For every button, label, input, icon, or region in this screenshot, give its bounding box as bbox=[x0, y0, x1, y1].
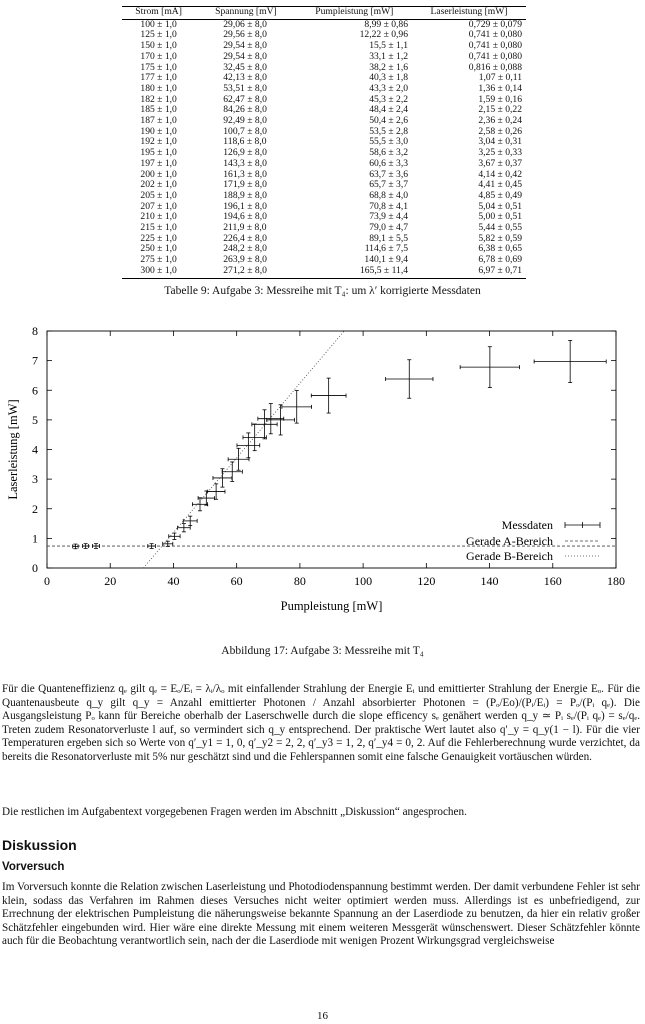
table-cell: 126,9 ± 8,0 bbox=[223, 147, 267, 159]
table-cell: 2,36 ± 0,24 bbox=[478, 115, 522, 127]
table-cell: 202 ± 1,0 bbox=[140, 179, 177, 191]
table-cell: 0,741 ± 0,080 bbox=[468, 40, 522, 52]
x-tick-label: 180 bbox=[607, 574, 625, 588]
table-row bbox=[122, 52, 526, 63]
table-row bbox=[122, 84, 526, 95]
table-cell: 150 ± 1,0 bbox=[140, 40, 177, 52]
table-cell: 53,5 ± 2,8 bbox=[369, 125, 409, 137]
table-row bbox=[122, 148, 526, 159]
table-cell: 190 ± 1,0 bbox=[140, 125, 177, 137]
table-cell: 195 ± 1,0 bbox=[140, 147, 177, 159]
table-cell: 29,06 ± 8,0 bbox=[223, 18, 267, 30]
table-cell: 5,04 ± 0,51 bbox=[478, 200, 522, 212]
table-cell: 118,6 ± 8,0 bbox=[223, 136, 267, 148]
table-cell: 248,2 ± 8,0 bbox=[223, 243, 267, 255]
fit-line-b bbox=[143, 331, 344, 568]
table-cell: 48,4 ± 2,4 bbox=[369, 104, 409, 116]
col-header-laserleistung: Laserleistung [mW] bbox=[412, 7, 526, 20]
table-cell: 114,6 ± 7,5 bbox=[364, 243, 409, 255]
table-cell: 125 ± 1,0 bbox=[140, 29, 177, 41]
col-header-spannung: Spannung [mV] bbox=[195, 7, 296, 20]
table-cell: 275 ± 1,0 bbox=[140, 254, 177, 266]
table-cell: 33,1 ± 1,2 bbox=[369, 50, 409, 62]
table-cell: 3,67 ± 0,37 bbox=[478, 157, 522, 169]
section-heading-diskussion: Diskussion bbox=[2, 837, 77, 853]
table-cell: 300 ± 1,0 bbox=[122, 266, 195, 278]
table-cell: 0,729 ± 0,079 bbox=[468, 18, 522, 30]
table-cell: 8,99 ± 0,86 bbox=[364, 18, 409, 30]
x-tick-label: 80 bbox=[293, 574, 306, 588]
table-cell: 43,3 ± 2,0 bbox=[369, 82, 409, 94]
table-row bbox=[122, 41, 526, 52]
y-axis-label: Laserleistung [mW] bbox=[6, 399, 20, 500]
table-cell: 165,5 ± 11,4 bbox=[297, 266, 412, 278]
table-cell: 42,13 ± 8,0 bbox=[223, 72, 267, 84]
table-cell: 4,41 ± 0,45 bbox=[478, 179, 522, 191]
table-cell: 170 ± 1,0 bbox=[140, 50, 177, 62]
table-cell: 84,26 ± 8,0 bbox=[223, 104, 267, 116]
measurement-table bbox=[122, 6, 526, 279]
table-cell: 250 ± 1,0 bbox=[140, 243, 177, 255]
y-tick-label: 2 bbox=[32, 501, 38, 516]
table-cell: 53,51 ± 8,0 bbox=[223, 82, 267, 94]
table-cell: 200 ± 1,0 bbox=[140, 168, 177, 180]
table-cell: 215 ± 1,0 bbox=[140, 222, 177, 234]
plot-frame bbox=[47, 331, 616, 568]
table-cell: 45,3 ± 2,2 bbox=[369, 93, 409, 105]
table-row bbox=[122, 19, 526, 30]
table-cell: 100,7 ± 8,0 bbox=[223, 125, 267, 137]
table-cell: 182 ± 1,0 bbox=[140, 93, 177, 105]
table-cell: 92,49 ± 8,0 bbox=[223, 115, 267, 127]
table-row bbox=[122, 159, 526, 170]
table-cell: 73,9 ± 4,4 bbox=[369, 211, 409, 223]
table-row bbox=[122, 255, 526, 266]
table-cell: 62,47 ± 8,0 bbox=[223, 93, 267, 105]
table-row bbox=[122, 116, 526, 127]
table-cell: 3,25 ± 0,33 bbox=[478, 147, 522, 159]
table-cell: 1,59 ± 0,16 bbox=[478, 93, 522, 105]
table-cell: 271,2 ± 8,0 bbox=[195, 266, 296, 278]
table-row bbox=[122, 73, 526, 84]
table-cell: 211,9 ± 8,0 bbox=[223, 222, 267, 234]
legend-label-gerade-a: Gerade A-Bereich bbox=[466, 534, 553, 548]
table-row bbox=[122, 212, 526, 223]
table-cell: 60,6 ± 3,3 bbox=[369, 157, 409, 169]
table-cell: 177 ± 1,0 bbox=[140, 72, 177, 84]
x-tick-label: 60 bbox=[230, 574, 243, 588]
table-cell: 192 ± 1,0 bbox=[140, 136, 177, 148]
table-cell: 6,38 ± 0,65 bbox=[478, 243, 522, 255]
table-cell: 89,1 ± 5,5 bbox=[369, 232, 409, 244]
table-cell: 79,0 ± 4,7 bbox=[369, 222, 409, 234]
table-cell: 161,3 ± 8,0 bbox=[223, 168, 267, 180]
table-cell: 205 ± 1,0 bbox=[140, 189, 177, 201]
y-tick-label: 4 bbox=[32, 442, 38, 457]
y-tick-label: 0 bbox=[32, 561, 38, 575]
page-number: 16 bbox=[317, 1010, 328, 1022]
table-row bbox=[122, 180, 526, 191]
table-cell: 180 ± 1,0 bbox=[140, 82, 177, 94]
table-cell: 207 ± 1,0 bbox=[140, 200, 177, 212]
table-cell: 0,741 ± 0,080 bbox=[468, 50, 522, 62]
table-row bbox=[122, 127, 526, 138]
table-cell: 5,82 ± 0,59 bbox=[478, 232, 522, 244]
table-row bbox=[122, 223, 526, 234]
table-cell: 5,44 ± 0,55 bbox=[478, 222, 522, 234]
table-row bbox=[122, 191, 526, 202]
table-cell: 1,07 ± 0,11 bbox=[478, 72, 522, 84]
table-cell: 6,78 ± 0,69 bbox=[478, 254, 522, 266]
table-cell: 2,58 ± 0,26 bbox=[478, 125, 522, 137]
x-tick-label: 120 bbox=[417, 574, 436, 588]
x-axis-label: Pumpleistung [mW] bbox=[280, 599, 383, 613]
table-cell: 263,9 ± 8,0 bbox=[223, 254, 267, 266]
subsection-heading-vorversuch: Vorversuch bbox=[2, 861, 65, 873]
table-cell: 187 ± 1,0 bbox=[140, 115, 177, 127]
table-cell: 29,54 ± 8,0 bbox=[223, 40, 267, 52]
table-row bbox=[122, 170, 526, 181]
table-cell: 38,2 ± 1,6 bbox=[369, 61, 409, 73]
table-cell: 196,1 ± 8,0 bbox=[223, 200, 267, 212]
table-cell: 3,04 ± 0,31 bbox=[478, 136, 522, 148]
table-cell: 50,4 ± 2,6 bbox=[369, 115, 409, 127]
table-cell: 171,9 ± 8,0 bbox=[223, 179, 267, 191]
x-tick-label: 100 bbox=[354, 574, 373, 588]
paragraph-vorversuch: Im Vorversuch konnte die Relation zwischen Laserleistung und Photodiodenspannung bestimmt werden. Der damit verbundene Fehler ist sehr klein, sodass das Verfahren im Rahmen dieses Versuches nicht weiter optimiert werden muss. Allerdings ist es unbefriedigend, zur Errechnung der elektrischen Pumpleistung die näherungsweise bekannte Spannung an der Laserdiode zu benutzen, da hier ein relativ großer Schätzfehler eingebunden wird. Hier wäre eine direkte Messung mit einem weiteren Messgerät wünschenswert. Dieser Schätzfehler könnte auch für die Beobachtung verantwortlich sein, nach der die Laserdiode mit wenigen Prozent Wirkungsgrad vergleichsweise bbox=[2, 881, 640, 948]
table-cell: 100 ± 1,0 bbox=[140, 18, 177, 30]
x-tick-label: 140 bbox=[480, 574, 499, 588]
table-cell: 4,85 ± 0,49 bbox=[478, 189, 522, 201]
table-cell: 58,6 ± 3,2 bbox=[369, 147, 409, 159]
table-cell: 175 ± 1,0 bbox=[140, 61, 177, 73]
table-cell: 143,3 ± 8,0 bbox=[223, 157, 267, 169]
table-cell: 225 ± 1,0 bbox=[140, 232, 177, 244]
legend-label-gerade-b: Gerade B-Bereich bbox=[466, 549, 553, 563]
table-cell: 194,6 ± 8,0 bbox=[223, 211, 267, 223]
table-body bbox=[122, 19, 526, 278]
table-row bbox=[122, 202, 526, 213]
col-header-pumpleistung: Pumpleistung [mW] bbox=[297, 7, 412, 20]
table-row bbox=[122, 63, 526, 74]
table-cell: 226,4 ± 8,0 bbox=[223, 232, 267, 244]
table-cell: 0,816 ± 0,088 bbox=[468, 61, 522, 73]
paragraph-quantum-efficiency: Für die Quanteneffizienz qₑ gilt qₑ = Eₒ/Eᵢ = λᵢ/λₒ mit einfallender Strahlung der Energie Eᵢ und emittierter Strahlung der Energie Eₒ. Für die Quantenausbeute q_y gilt q_y = Anzahl emittierter Photonen / Anzahl absorbierter Photonen = (Pₒ/Eo)/(Pᵢ/Eᵢ) = Pₒ/(Pᵢ qₑ). Die Ausgangsleistung Pₒ kann für Bereiche oberhalb der Laserschwelle durch die slope efficency sₑ genähert werden q_y ≃ Pᵢ sₑ/(Pᵢ qₑ) = sₑ/qₑ. Treten zudem Resonatorverluste l auf, so vermindert sich q_y entsprechend. Der praktische Wert lautet also q′_y = q_y(1 − l). Für die vier Temperaturen ergeben sich so Werte von q′_y1 = 1, 0, q′_y2 = 2, 2, q′_y3 = 1, 2, q′_y4 = 0, 2. Auf die Fehlerberechnung wurde verzichtet, da bereits die Resonatorverluste mit 5% nur geschätzt sind und die Fehlerspannen somit eine falsche Genauigkeit vortäuschen würden. bbox=[2, 683, 640, 763]
table-row bbox=[122, 30, 526, 41]
table-row bbox=[122, 244, 526, 255]
paragraph-remaining-questions: Die restlichen im Aufgabentext vorgegebenen Fragen werden im Abschnitt „Diskussion“ angesprochen. bbox=[2, 806, 467, 818]
table-cell: 32,45 ± 8,0 bbox=[223, 61, 267, 73]
y-tick-label: 1 bbox=[32, 531, 38, 546]
table-cell: 2,15 ± 0,22 bbox=[478, 104, 522, 116]
table-cell: 29,56 ± 8,0 bbox=[223, 29, 267, 41]
x-tick-label: 20 bbox=[104, 574, 117, 588]
table-header-row bbox=[122, 7, 526, 20]
col-header-strom: Strom [mA] bbox=[122, 7, 195, 20]
legend-label-messdaten: Messdaten bbox=[501, 518, 553, 532]
table-cell: 68,8 ± 4,0 bbox=[369, 189, 409, 201]
table-cell: 12,22 ± 0,96 bbox=[359, 29, 409, 41]
table-cell: 6,97 ± 0,71 bbox=[412, 266, 526, 278]
table-cell: 5,00 ± 0,51 bbox=[478, 211, 522, 223]
y-tick-label: 6 bbox=[32, 383, 38, 398]
table-cell: 40,3 ± 1,8 bbox=[369, 72, 409, 84]
x-tick-label: 0 bbox=[44, 574, 50, 588]
table-cell: 4,14 ± 0,42 bbox=[478, 168, 522, 180]
table-row bbox=[122, 234, 526, 245]
table-cell: 185 ± 1,0 bbox=[140, 104, 177, 116]
x-tick-label: 40 bbox=[167, 574, 180, 588]
table-cell: 1,36 ± 0,14 bbox=[478, 82, 522, 94]
table-row bbox=[122, 105, 526, 116]
table-row bbox=[122, 266, 526, 278]
y-tick-label: 8 bbox=[32, 324, 38, 338]
y-tick-label: 3 bbox=[32, 472, 38, 487]
table-cell: 15,5 ± 1,1 bbox=[369, 40, 409, 52]
y-tick-label: 5 bbox=[32, 412, 38, 427]
table-row bbox=[122, 95, 526, 106]
table-cell: 55,5 ± 3,0 bbox=[369, 136, 409, 148]
table-cell: 70,8 ± 4,1 bbox=[369, 200, 409, 212]
table-cell: 0,741 ± 0,080 bbox=[468, 29, 522, 41]
table-cell: 140,1 ± 9,4 bbox=[364, 254, 409, 266]
y-tick-label: 7 bbox=[32, 353, 38, 368]
table-cell: 63,7 ± 3,6 bbox=[369, 168, 409, 180]
table-cell: 65,7 ± 3,7 bbox=[369, 179, 409, 191]
figure-caption: Abbildung 17: Aufgabe 3: Messreihe mit T₄ bbox=[221, 645, 424, 657]
table-row bbox=[122, 137, 526, 148]
table-cell: 210 ± 1,0 bbox=[140, 211, 177, 223]
table-cell: 29,54 ± 8,0 bbox=[223, 50, 267, 62]
table-cell: 197 ± 1,0 bbox=[140, 157, 177, 169]
table-cell: 188,9 ± 8,0 bbox=[223, 189, 267, 201]
x-tick-label: 160 bbox=[543, 574, 562, 588]
table-caption: Tabelle 9: Aufgabe 3: Messreihe mit T₄: um λ′ korrigierte Messdaten bbox=[164, 285, 481, 297]
laser-power-chart bbox=[0, 318, 645, 618]
